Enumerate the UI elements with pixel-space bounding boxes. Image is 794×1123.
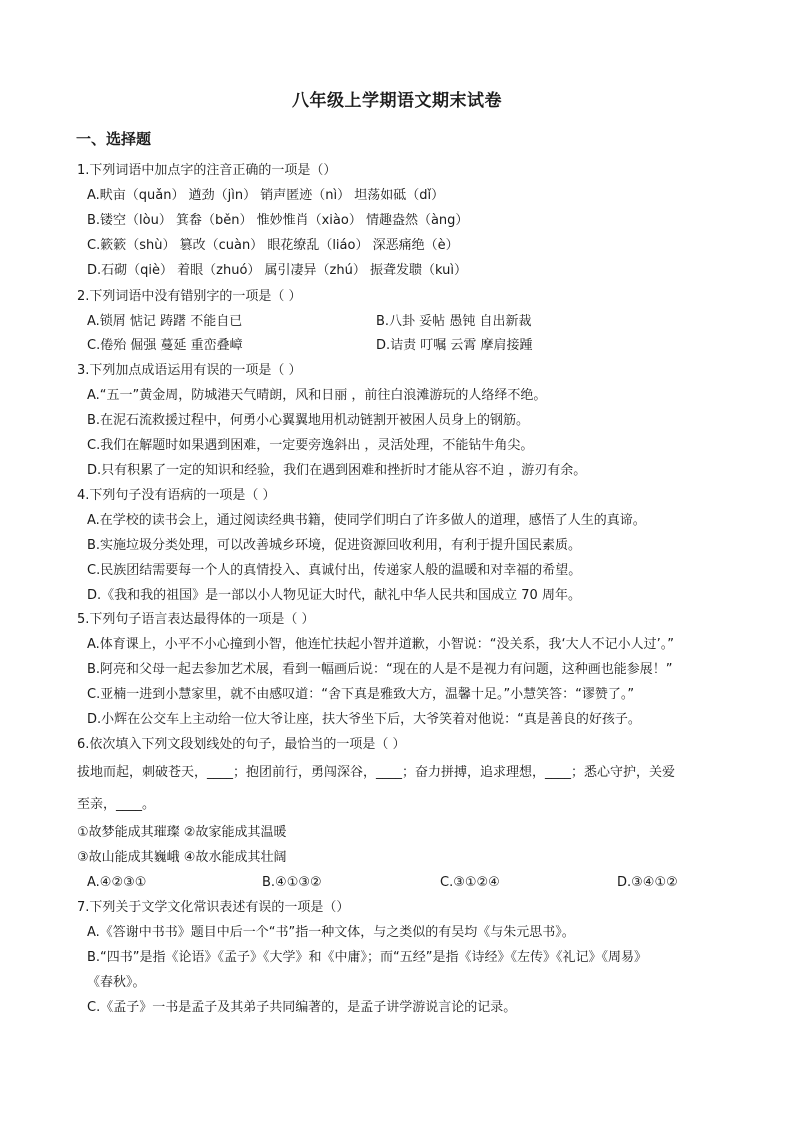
- question-1-option-c: C.簌簌（shù） 篡改（cuàn） 眼花缭乱（liáo） 深恶痛绝（è）: [87, 238, 459, 253]
- question-4-option-b: B.实施垃圾分类处理，可以改善城乡环境，促进资源回收利用，有利于提升国民素质。: [87, 538, 582, 553]
- question-5-stem: 5.下列句子语言表达最得体的一项是（ ）: [77, 612, 315, 627]
- question-4-stem: 4.下列句子没有语病的一项是（ ）: [77, 488, 276, 503]
- question-3-option-a: A.“五一”黄金周，防城港天气晴朗，风和日丽 ，前往白浪滩游玩的人络绎不绝。: [87, 388, 547, 403]
- question-6-passage-line-2: 至亲，____。: [77, 797, 156, 812]
- question-2-stem: 2.下列词语中没有错别字的一项是（ ）: [77, 289, 302, 304]
- question-6-passage-line-1: 拔地而起，刺破苍天，____；抱团前行，勇闯深谷，____；奋力拼搏，追求理想，____；悉心守护，关爱: [77, 765, 676, 780]
- question-1-option-d: D.石砌（qiè） 着眼（zhuó） 属引凄异（zhú） 振聋发聩（kuì）: [87, 263, 467, 278]
- question-1-stem: 1.下列词语中加点字的注音正确的一项是（）: [77, 163, 337, 178]
- question-6-sentences-3-4: ③故山能成其巍峨 ④故水能成其壮阔: [77, 850, 287, 865]
- question-7-stem: 7.下列关于文学文化常识表述有误的一项是（）: [77, 900, 350, 915]
- question-4-option-a: A.在学校的读书会上，通过阅读经典书籍，使同学们明白了许多做人的道理，感悟了人生的真谛。: [87, 513, 646, 528]
- question-5-option-a: A.体育课上，小平不小心撞到小智，他连忙扶起小智并道歉，小智说：“没关系，我‘大人不记小人过’。”: [87, 637, 675, 652]
- question-4-option-d: D.《我和我的祖国》是一部以小人物见证大时代，献礼中华人民共和国成立 70 周年。: [87, 588, 581, 603]
- question-6-option-a: A.④②③①: [87, 875, 147, 890]
- exam-title: 八年级上学期语文期末试卷: [292, 91, 502, 111]
- question-7-option-c: C.《孟子》一书是孟子及其弟子共同编著的，是孟子讲学游说言论的记录。: [87, 1000, 517, 1015]
- question-2-option-d: D.诘责 叮嘱 云霄 摩肩接踵: [376, 338, 533, 353]
- question-7-option-b-continued: 《春秋》。: [87, 975, 146, 990]
- question-6-sentences-1-2: ①故梦能成其璀璨 ②故家能成其温暖: [77, 825, 287, 840]
- question-6-stem: 6.依次填入下列文段划线处的句子，最恰当的一项是（ ）: [77, 737, 406, 752]
- question-3-option-d: D.只有积累了一定的知识和经验，我们在遇到困难和挫折时才能从容不迫 ，游刃有余。: [87, 463, 587, 478]
- question-2-option-c: C.倦殆 倔强 蔓延 重峦叠嶂: [87, 338, 243, 353]
- section-heading: 一、选择题: [76, 130, 152, 148]
- question-2-option-a: A.锁屑 惦记 踌躇 不能自已: [87, 314, 243, 329]
- question-1-option-b: B.镂空（lòu） 箕畚（běn） 惟妙惟肖（xiào） 情趣盎然（àng）: [87, 213, 469, 228]
- question-4-option-c: C.民族团结需要每一个人的真情投入、真诚付出，传递家人般的温暖和对幸福的希望。: [87, 563, 582, 578]
- question-3-stem: 3.下列加点成语运用有误的一项是（ ）: [77, 363, 302, 378]
- question-6-option-b: B.④①③②: [262, 875, 322, 890]
- question-6-option-d: D.③④①②: [617, 875, 678, 890]
- question-6-option-c: C.③①②④: [440, 875, 500, 890]
- question-7-option-b: B.“四书”是指《论语》《孟子》《大学》和《中庸》；而“五经”是指《诗经》《左传》《礼记》《周易》: [87, 950, 647, 965]
- question-7-option-a: A.《答谢中书书》题目中后一个“书”指一种文体，与之类似的有吴均《与朱元思书》。: [87, 925, 575, 940]
- question-3-option-b: B.在泥石流救援过程中，何勇小心翼翼地用机动链割开被困人员身上的钢筋。: [87, 413, 530, 428]
- question-5-option-c: C.亚楠一进到小慧家里，就不由感叹道：“舍下真是雅致大方，温馨十足。”小慧笑答：“谬赞了。”: [87, 687, 635, 702]
- question-1-option-a: A.畎亩（quǎn） 遒劲（jìn） 销声匿迹（nì） 坦荡如砥（dǐ）: [87, 188, 445, 203]
- question-2-option-b: B.八卦 妥帖 愚钝 自出新裁: [376, 314, 532, 329]
- question-5-option-b: B.阿亮和父母一起去参加艺术展，看到一幅画后说：“现在的人是不是视力有问题，这种画也能参展！”: [87, 662, 673, 677]
- question-3-option-c: C.我们在解题时如果遇到困难，一定要旁逸斜出 ，灵活处理，不能钻牛角尖。: [87, 438, 534, 453]
- question-5-option-d: D.小辉在公交车上主动给一位大爷让座，扶大爷坐下后，大爷笑着对他说：“真是善良的好孩子。: [87, 712, 641, 727]
